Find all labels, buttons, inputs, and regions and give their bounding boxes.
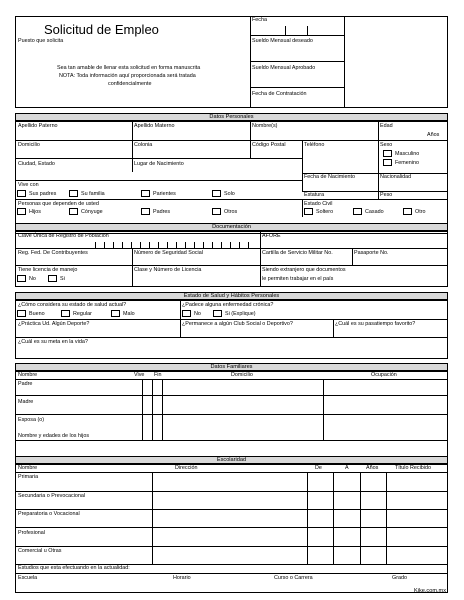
afore-label: AFORE bbox=[262, 233, 281, 239]
vive-con-label: Vive con bbox=[18, 182, 39, 188]
regular-label: Regular bbox=[73, 311, 92, 317]
domicilio-label: Domicilio bbox=[18, 142, 40, 148]
licencia-no-checkbox[interactable] bbox=[17, 275, 26, 282]
curp-tick bbox=[185, 242, 186, 248]
fecha-contratacion-label: Fecha de Contratación bbox=[252, 91, 307, 97]
enfermedad-label: ¿Padece alguna enfermedad crónica? bbox=[182, 302, 274, 308]
fam-madre-label: Madre bbox=[18, 399, 34, 405]
curp-tick bbox=[140, 242, 141, 248]
otros-checkbox[interactable] bbox=[212, 208, 221, 215]
curp-tick bbox=[149, 242, 150, 248]
esc-direccion-header: Dirección bbox=[175, 465, 198, 471]
otro-checkbox[interactable] bbox=[403, 208, 412, 215]
curp-tick bbox=[230, 242, 231, 248]
otros-label: Otros bbox=[224, 209, 238, 215]
sus-padres-label: Sus padres bbox=[29, 191, 57, 197]
esc-secundaria-label: Secundaria o Prevocacional bbox=[18, 493, 86, 499]
colonia-label: Colonia bbox=[134, 142, 153, 148]
fam-fin-header: Fin bbox=[154, 372, 162, 378]
licencia-si-checkbox[interactable] bbox=[48, 275, 57, 282]
padres-label: Padres bbox=[153, 209, 171, 215]
femenino-label: Femenino bbox=[395, 160, 419, 166]
esc-nombre-header: Nombre bbox=[18, 465, 38, 471]
telefono-label: Teléfono bbox=[304, 142, 325, 148]
apellido-materno-label: Apellido Materno bbox=[134, 123, 175, 129]
extranjero-label-1: Siendo extranjero que documentos bbox=[262, 267, 346, 273]
curp-tick bbox=[203, 242, 204, 248]
femenino-checkbox[interactable] bbox=[383, 159, 392, 166]
curp-tick bbox=[104, 242, 105, 248]
section-familiares: Datos Familiares bbox=[15, 363, 448, 371]
malo-checkbox[interactable] bbox=[111, 310, 120, 317]
curp-tick bbox=[113, 242, 114, 248]
sueldo-aprobado-label: Sueldo Mensual Aprobado bbox=[252, 65, 316, 71]
curp-tick bbox=[248, 242, 249, 248]
curp-tick bbox=[221, 242, 222, 248]
fam-padre-label: Padre bbox=[18, 381, 33, 387]
fam-ocupacion-header: Ocupación bbox=[371, 372, 397, 378]
esc-escuela-label: Escuela bbox=[18, 575, 38, 581]
casado-label: Casado bbox=[365, 209, 384, 215]
curp-tick bbox=[95, 242, 96, 248]
nombres-label: Nombre(s) bbox=[252, 123, 278, 129]
estatura-label: Estatura bbox=[304, 192, 325, 198]
masculino-label: Masculino bbox=[395, 151, 420, 157]
enfermedad-si-label: Si (Explique) bbox=[225, 311, 256, 317]
regular-checkbox[interactable] bbox=[61, 310, 70, 317]
esc-actualidad-label: Estudios que esta efectuando en la actualidad: bbox=[18, 565, 130, 571]
curp-tick bbox=[212, 242, 213, 248]
esc-primaria-label: Primaria bbox=[18, 474, 39, 480]
instruction-3: confidencialmente bbox=[108, 81, 152, 87]
esc-grado-label: Grado bbox=[392, 575, 407, 581]
meta-label: ¿Cuál es su meta en la vida? bbox=[18, 339, 88, 345]
sexo-label: Sexo bbox=[380, 142, 393, 148]
esc-profesional-label: Profesional bbox=[18, 530, 45, 536]
curp-tick bbox=[239, 242, 240, 248]
curp-label: Clave Única de Registro de Población bbox=[18, 233, 109, 239]
esc-titulo-header: Título Recibido bbox=[395, 465, 431, 471]
fecha-nacimiento-label: Fecha de Nacimiento bbox=[304, 174, 355, 180]
codigo-postal-label: Código Postal bbox=[252, 142, 286, 148]
peso-label: Peso bbox=[380, 192, 393, 198]
bueno-checkbox[interactable] bbox=[17, 310, 26, 317]
curp-tick bbox=[131, 242, 132, 248]
parientes-label: Parientes bbox=[153, 191, 176, 197]
footer-credit: Kike.com.mx bbox=[413, 588, 446, 594]
pasatiempo-label: ¿Cuál es su pasatiempo favorito? bbox=[335, 321, 416, 327]
instruction-2: NOTA: Toda información aquí proporcionada será tratada bbox=[59, 73, 196, 79]
enfermedad-no-checkbox[interactable] bbox=[182, 310, 191, 317]
lugar-nacimiento-label: Lugar de Nacimiento bbox=[134, 161, 184, 167]
masculino-checkbox[interactable] bbox=[383, 150, 392, 157]
bueno-label: Bueno bbox=[29, 311, 45, 317]
curp-tick bbox=[122, 242, 123, 248]
curp-tick bbox=[167, 242, 168, 248]
employment-form bbox=[15, 16, 448, 585]
soltero-checkbox[interactable] bbox=[304, 208, 313, 215]
puesto-label: Puesto que solicita bbox=[18, 38, 64, 44]
nacionalidad-label: Nacionalidad bbox=[380, 174, 412, 180]
padres-checkbox[interactable] bbox=[141, 208, 150, 215]
curp-tick bbox=[158, 242, 159, 248]
fam-nombre-header: Nombre bbox=[18, 372, 38, 378]
su-familia-checkbox[interactable] bbox=[69, 190, 78, 197]
fam-domicilio-header: Domicilio bbox=[231, 372, 253, 378]
nss-label: Número de Seguridad Social bbox=[134, 250, 203, 256]
sus-padres-checkbox[interactable] bbox=[17, 190, 26, 197]
section-escolaridad: Escolaridad bbox=[15, 456, 448, 464]
fam-esposa-label: Esposa (o) bbox=[18, 417, 45, 423]
esc-curso-label: Curso o Carrera bbox=[274, 575, 313, 581]
licencia-label: Tiene licencia de manejo bbox=[18, 267, 78, 273]
club-label: ¿Permanece a algún Club Social o Deportivo? bbox=[182, 321, 293, 327]
salud-actual-label: ¿Cómo considera su estado de salud actual? bbox=[18, 302, 127, 308]
dependen-label: Personas que dependen de usted bbox=[18, 201, 99, 207]
instruction-1: Sea tan amable de llenar esta solicitud en forma manuscrita bbox=[57, 65, 201, 71]
soltero-label: Soltero bbox=[316, 209, 334, 215]
clase-licencia-label: Clase y Número de Licencia bbox=[134, 267, 202, 273]
su-familia-label: Su familia bbox=[81, 191, 105, 197]
apellido-paterno-label: Apellido Paterno bbox=[18, 123, 58, 129]
enfermedad-si-checkbox[interactable] bbox=[213, 310, 222, 317]
enfermedad-no-label: No bbox=[194, 311, 201, 317]
section-documentacion: Documentación bbox=[15, 223, 448, 231]
fecha-label: Fecha bbox=[252, 17, 267, 23]
ciudad-estado-label: Ciudad, Estado bbox=[18, 161, 55, 167]
hijos-checkbox[interactable] bbox=[17, 208, 26, 215]
form-title: Solicitud de Empleo bbox=[44, 22, 159, 37]
parientes-checkbox[interactable] bbox=[141, 190, 150, 197]
esc-comercial-label: Comercial u Otras bbox=[18, 548, 62, 554]
extranjero-label-2: le permiten trabajar en el país bbox=[262, 276, 334, 282]
anos-label: Años bbox=[427, 132, 440, 138]
esc-horario-label: Horario bbox=[173, 575, 191, 581]
solo-checkbox[interactable] bbox=[212, 190, 221, 197]
conyuge-checkbox[interactable] bbox=[69, 208, 78, 215]
rfc-label: Reg. Fed. De Contribuyentes bbox=[18, 250, 88, 256]
hijos-label: Hijos bbox=[29, 209, 41, 215]
esc-de-header: De bbox=[315, 465, 322, 471]
cartilla-label: Cartilla de Servicio Militar No. bbox=[262, 250, 333, 256]
esc-anos-header: Años bbox=[366, 465, 379, 471]
esc-a-header: A bbox=[345, 465, 349, 471]
fam-hijos-label: Nombre y edades de los hijos bbox=[18, 433, 90, 439]
casado-checkbox[interactable] bbox=[353, 208, 362, 215]
curp-tick bbox=[176, 242, 177, 248]
conyuge-label: Cónyuge bbox=[81, 209, 103, 215]
edad-label: Edad bbox=[380, 123, 393, 129]
solo-label: Solo bbox=[224, 191, 235, 197]
fam-vive-header: Vive bbox=[134, 372, 145, 378]
otro-label: Otro bbox=[415, 209, 426, 215]
pasaporte-label: Pasaporte No. bbox=[354, 250, 389, 256]
malo-label: Malo bbox=[123, 311, 135, 317]
section-datos-personales: Datos Personales bbox=[15, 113, 448, 121]
section-salud: Estado de Salud y Hábitos Personales bbox=[15, 292, 448, 300]
sueldo-deseado-label: Sueldo Mensual deseado bbox=[252, 38, 313, 44]
licencia-no-label: No bbox=[29, 276, 36, 282]
estado-civil-label: Estado Civil bbox=[304, 201, 333, 207]
curp-tick bbox=[194, 242, 195, 248]
deporte-label: ¿Práctica Ud. Algún Deporte? bbox=[18, 321, 90, 327]
licencia-si-label: Si bbox=[60, 276, 65, 282]
esc-preparatoria-label: Preparatoria o Vocacional bbox=[18, 511, 80, 517]
